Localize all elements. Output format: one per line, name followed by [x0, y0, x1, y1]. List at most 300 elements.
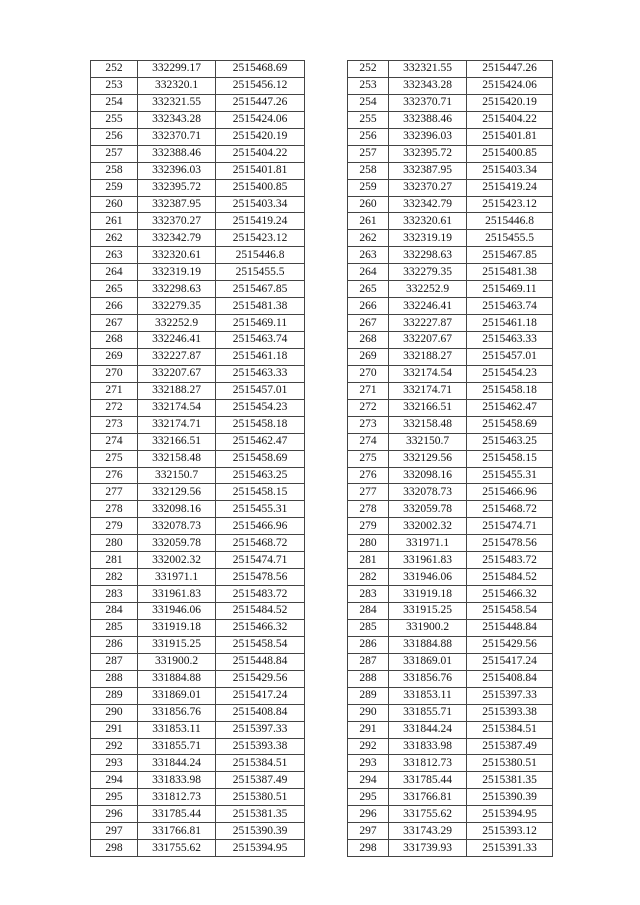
y-coordinate-cell: 2515447.26 [216, 94, 305, 111]
point-number-cell: 295 [348, 789, 389, 806]
x-coordinate-cell: 331812.73 [138, 789, 216, 806]
x-coordinate-cell: 332342.79 [138, 230, 216, 247]
point-number-cell: 265 [91, 281, 138, 298]
point-number-cell: 269 [348, 348, 389, 365]
table-row [91, 552, 305, 569]
table-row [91, 636, 305, 653]
y-coordinate-cell: 2515401.81 [216, 162, 305, 179]
y-coordinate-cell: 2515393.12 [467, 823, 553, 840]
table-row [348, 179, 553, 196]
point-number-cell: 272 [348, 399, 389, 416]
y-coordinate-cell: 2515390.39 [216, 823, 305, 840]
x-coordinate-cell: 332059.78 [389, 501, 467, 518]
point-number-cell: 283 [348, 586, 389, 603]
y-coordinate-cell: 2515390.39 [467, 789, 553, 806]
y-coordinate-cell: 2515458.18 [216, 416, 305, 433]
y-coordinate-cell: 2515446.8 [216, 247, 305, 264]
table-row [348, 704, 553, 721]
x-coordinate-cell: 332174.54 [389, 365, 467, 382]
point-number-cell: 285 [91, 619, 138, 636]
x-coordinate-cell: 332387.95 [138, 196, 216, 213]
table-row [348, 365, 553, 382]
point-number-cell: 264 [91, 264, 138, 281]
y-coordinate-cell: 2515394.95 [467, 806, 553, 823]
y-coordinate-cell: 2515397.33 [467, 687, 553, 704]
y-coordinate-cell: 2515478.56 [467, 535, 553, 552]
y-coordinate-cell: 2515468.72 [467, 501, 553, 518]
table-row [348, 281, 553, 298]
y-coordinate-cell: 2515403.34 [467, 162, 553, 179]
x-coordinate-cell: 332370.71 [138, 128, 216, 145]
point-number-cell: 298 [91, 840, 138, 857]
point-number-cell: 289 [91, 687, 138, 704]
y-coordinate-cell: 2515457.01 [216, 382, 305, 399]
y-coordinate-cell: 2515468.69 [216, 61, 305, 78]
y-coordinate-cell: 2515461.18 [216, 348, 305, 365]
table-row [348, 721, 553, 738]
y-coordinate-cell: 2515469.11 [216, 315, 305, 332]
x-coordinate-cell: 332396.03 [389, 128, 467, 145]
point-number-cell: 263 [91, 247, 138, 264]
y-coordinate-cell: 2515423.12 [216, 230, 305, 247]
y-coordinate-cell: 2515384.51 [216, 755, 305, 772]
x-coordinate-cell: 332395.72 [138, 179, 216, 196]
point-number-cell: 290 [91, 704, 138, 721]
table-row [91, 111, 305, 128]
table-row [348, 501, 553, 518]
table-row [91, 467, 305, 484]
y-coordinate-cell: 2515463.33 [467, 332, 553, 349]
y-coordinate-cell: 2515417.24 [216, 687, 305, 704]
x-coordinate-cell: 332279.35 [138, 298, 216, 315]
y-coordinate-cell: 2515420.19 [467, 94, 553, 111]
table-row [348, 213, 553, 230]
y-coordinate-cell: 2515381.35 [216, 806, 305, 823]
table-row [348, 230, 553, 247]
x-coordinate-cell: 332320.61 [389, 213, 467, 230]
point-number-cell: 276 [91, 467, 138, 484]
x-coordinate-cell: 332319.19 [389, 230, 467, 247]
table-row [348, 484, 553, 501]
y-coordinate-cell: 2515458.54 [216, 636, 305, 653]
point-number-cell: 255 [91, 111, 138, 128]
table-row [348, 196, 553, 213]
y-coordinate-cell: 2515483.72 [467, 552, 553, 569]
table-row [91, 823, 305, 840]
point-number-cell: 284 [348, 603, 389, 620]
x-coordinate-cell: 331755.62 [389, 806, 467, 823]
y-coordinate-cell: 2515387.49 [216, 772, 305, 789]
x-coordinate-cell: 332342.79 [389, 196, 467, 213]
y-coordinate-cell: 2515466.32 [467, 586, 553, 603]
x-coordinate-cell: 331884.88 [138, 670, 216, 687]
x-coordinate-cell: 332370.27 [389, 179, 467, 196]
point-number-cell: 257 [348, 145, 389, 162]
point-number-cell: 252 [91, 61, 138, 78]
x-coordinate-cell: 332299.17 [138, 61, 216, 78]
x-coordinate-cell: 332370.27 [138, 213, 216, 230]
table-row [348, 619, 553, 636]
y-coordinate-cell: 2515466.32 [216, 619, 305, 636]
y-coordinate-cell: 2515404.22 [467, 111, 553, 128]
x-coordinate-cell: 332129.56 [138, 484, 216, 501]
y-coordinate-cell: 2515448.84 [216, 653, 305, 670]
table-row [348, 789, 553, 806]
x-coordinate-cell: 331919.18 [138, 619, 216, 636]
table-row [91, 382, 305, 399]
point-number-cell: 297 [91, 823, 138, 840]
x-coordinate-cell: 332002.32 [138, 552, 216, 569]
point-number-cell: 256 [348, 128, 389, 145]
table-row [91, 162, 305, 179]
point-number-cell: 294 [348, 772, 389, 789]
x-coordinate-cell: 331900.2 [138, 653, 216, 670]
x-coordinate-cell: 332319.19 [138, 264, 216, 281]
point-number-cell: 255 [348, 111, 389, 128]
x-coordinate-cell: 331785.44 [138, 806, 216, 823]
point-number-cell: 286 [91, 636, 138, 653]
x-coordinate-cell: 332207.67 [138, 365, 216, 382]
x-coordinate-cell: 332002.32 [389, 518, 467, 535]
table-row [91, 365, 305, 382]
table-row [348, 298, 553, 315]
point-number-cell: 254 [91, 94, 138, 111]
point-number-cell: 252 [348, 61, 389, 78]
point-number-cell: 293 [348, 755, 389, 772]
y-coordinate-cell: 2515462.47 [216, 433, 305, 450]
point-number-cell: 292 [91, 738, 138, 755]
point-number-cell: 291 [348, 721, 389, 738]
table-row [91, 450, 305, 467]
y-coordinate-cell: 2515461.18 [467, 315, 553, 332]
y-coordinate-cell: 2515455.5 [216, 264, 305, 281]
table-row [348, 552, 553, 569]
table-row [348, 145, 553, 162]
y-coordinate-cell: 2515462.47 [467, 399, 553, 416]
point-number-cell: 289 [348, 687, 389, 704]
table-row [91, 433, 305, 450]
x-coordinate-cell: 331833.98 [389, 738, 467, 755]
y-coordinate-cell: 2515481.38 [216, 298, 305, 315]
table-row [91, 755, 305, 772]
x-coordinate-cell: 331869.01 [138, 687, 216, 704]
table-row [348, 653, 553, 670]
x-coordinate-cell: 332174.71 [138, 416, 216, 433]
table-row [348, 467, 553, 484]
y-coordinate-cell: 2515455.5 [467, 230, 553, 247]
point-number-cell: 270 [91, 365, 138, 382]
y-coordinate-cell: 2515474.71 [216, 552, 305, 569]
table-row [91, 348, 305, 365]
x-coordinate-cell: 332388.46 [138, 145, 216, 162]
y-coordinate-cell: 2515380.51 [467, 755, 553, 772]
y-coordinate-cell: 2515458.69 [216, 450, 305, 467]
table-row [91, 298, 305, 315]
coordinate-table-left-body [91, 61, 305, 857]
y-coordinate-cell: 2515400.85 [467, 145, 553, 162]
x-coordinate-cell: 332298.63 [138, 281, 216, 298]
table-row [348, 247, 553, 264]
x-coordinate-cell: 332078.73 [389, 484, 467, 501]
x-coordinate-cell: 331785.44 [389, 772, 467, 789]
x-coordinate-cell: 332370.71 [389, 94, 467, 111]
y-coordinate-cell: 2515424.06 [216, 111, 305, 128]
table-row [91, 806, 305, 823]
table-row [91, 619, 305, 636]
point-number-cell: 271 [348, 382, 389, 399]
point-number-cell: 260 [91, 196, 138, 213]
point-number-cell: 294 [91, 772, 138, 789]
x-coordinate-cell: 331915.25 [138, 636, 216, 653]
y-coordinate-cell: 2515467.85 [467, 247, 553, 264]
x-coordinate-cell: 332395.72 [389, 145, 467, 162]
x-coordinate-cell: 332252.9 [138, 315, 216, 332]
point-number-cell: 273 [348, 416, 389, 433]
x-coordinate-cell: 331884.88 [389, 636, 467, 653]
point-number-cell: 267 [348, 315, 389, 332]
point-number-cell: 285 [348, 619, 389, 636]
table-row [91, 518, 305, 535]
y-coordinate-cell: 2515455.31 [216, 501, 305, 518]
x-coordinate-cell: 332188.27 [138, 382, 216, 399]
y-coordinate-cell: 2515419.24 [467, 179, 553, 196]
y-coordinate-cell: 2515401.81 [467, 128, 553, 145]
point-number-cell: 292 [348, 738, 389, 755]
table-row [348, 332, 553, 349]
point-number-cell: 284 [91, 603, 138, 620]
x-coordinate-cell: 331855.71 [389, 704, 467, 721]
point-number-cell: 296 [91, 806, 138, 823]
coordinate-table-left [90, 60, 305, 857]
table-row [91, 196, 305, 213]
table-row [348, 162, 553, 179]
point-number-cell: 262 [348, 230, 389, 247]
point-number-cell: 264 [348, 264, 389, 281]
y-coordinate-cell: 2515463.74 [467, 298, 553, 315]
x-coordinate-cell: 332174.54 [138, 399, 216, 416]
x-coordinate-cell: 332078.73 [138, 518, 216, 535]
y-coordinate-cell: 2515484.52 [467, 569, 553, 586]
point-number-cell: 261 [91, 213, 138, 230]
point-number-cell: 279 [348, 518, 389, 535]
y-coordinate-cell: 2515381.35 [467, 772, 553, 789]
x-coordinate-cell: 331961.83 [389, 552, 467, 569]
x-coordinate-cell: 332320.61 [138, 247, 216, 264]
y-coordinate-cell: 2515393.38 [467, 704, 553, 721]
table-row [91, 704, 305, 721]
x-coordinate-cell: 332388.46 [389, 111, 467, 128]
table-row [348, 348, 553, 365]
point-number-cell: 266 [91, 298, 138, 315]
point-number-cell: 272 [91, 399, 138, 416]
point-number-cell: 288 [91, 670, 138, 687]
x-coordinate-cell: 332158.48 [389, 416, 467, 433]
point-number-cell: 258 [348, 162, 389, 179]
y-coordinate-cell: 2515446.8 [467, 213, 553, 230]
point-number-cell: 274 [91, 433, 138, 450]
x-coordinate-cell: 331900.2 [389, 619, 467, 636]
x-coordinate-cell: 332150.7 [138, 467, 216, 484]
point-number-cell: 277 [348, 484, 389, 501]
table-row [348, 738, 553, 755]
x-coordinate-cell: 331869.01 [389, 653, 467, 670]
point-number-cell: 268 [91, 332, 138, 349]
x-coordinate-cell: 332098.16 [138, 501, 216, 518]
x-coordinate-cell: 332166.51 [389, 399, 467, 416]
table-row [91, 789, 305, 806]
y-coordinate-cell: 2515463.25 [216, 467, 305, 484]
table-row [91, 484, 305, 501]
y-coordinate-cell: 2515463.25 [467, 433, 553, 450]
point-number-cell: 282 [91, 569, 138, 586]
table-row [348, 433, 553, 450]
table-row [91, 179, 305, 196]
table-row [91, 535, 305, 552]
point-number-cell: 298 [348, 840, 389, 857]
y-coordinate-cell: 2515458.69 [467, 416, 553, 433]
point-number-cell: 258 [91, 162, 138, 179]
y-coordinate-cell: 2515463.74 [216, 332, 305, 349]
y-coordinate-cell: 2515478.56 [216, 569, 305, 586]
point-number-cell: 282 [348, 569, 389, 586]
y-coordinate-cell: 2515429.56 [467, 636, 553, 653]
point-number-cell: 287 [348, 653, 389, 670]
x-coordinate-cell: 332343.28 [389, 77, 467, 94]
x-coordinate-cell: 331855.71 [138, 738, 216, 755]
x-coordinate-cell: 331856.76 [138, 704, 216, 721]
y-coordinate-cell: 2515429.56 [216, 670, 305, 687]
point-number-cell: 259 [348, 179, 389, 196]
point-number-cell: 268 [348, 332, 389, 349]
table-row [348, 450, 553, 467]
table-row [348, 823, 553, 840]
y-coordinate-cell: 2515483.72 [216, 586, 305, 603]
y-coordinate-cell: 2515458.54 [467, 603, 553, 620]
table-row [91, 230, 305, 247]
x-coordinate-cell: 331812.73 [389, 755, 467, 772]
y-coordinate-cell: 2515454.23 [216, 399, 305, 416]
y-coordinate-cell: 2515384.51 [467, 721, 553, 738]
point-number-cell: 281 [348, 552, 389, 569]
point-number-cell: 262 [91, 230, 138, 247]
y-coordinate-cell: 2515474.71 [467, 518, 553, 535]
y-coordinate-cell: 2515408.84 [216, 704, 305, 721]
point-number-cell: 290 [348, 704, 389, 721]
table-row [91, 213, 305, 230]
x-coordinate-cell: 331844.24 [138, 755, 216, 772]
y-coordinate-cell: 2515481.38 [467, 264, 553, 281]
x-coordinate-cell: 332343.28 [138, 111, 216, 128]
x-coordinate-cell: 332150.7 [389, 433, 467, 450]
y-coordinate-cell: 2515424.06 [467, 77, 553, 94]
x-coordinate-cell: 331971.1 [389, 535, 467, 552]
point-number-cell: 256 [91, 128, 138, 145]
x-coordinate-cell: 332298.63 [389, 247, 467, 264]
table-row [91, 586, 305, 603]
x-coordinate-cell: 331919.18 [389, 586, 467, 603]
y-coordinate-cell: 2515391.33 [467, 840, 553, 857]
table-row [348, 61, 553, 78]
table-row [348, 111, 553, 128]
table-row [91, 501, 305, 518]
y-coordinate-cell: 2515456.12 [216, 77, 305, 94]
y-coordinate-cell: 2515408.84 [467, 670, 553, 687]
x-coordinate-cell: 331856.76 [389, 670, 467, 687]
y-coordinate-cell: 2515458.18 [467, 382, 553, 399]
x-coordinate-cell: 331755.62 [138, 840, 216, 857]
y-coordinate-cell: 2515403.34 [216, 196, 305, 213]
table-row [348, 416, 553, 433]
x-coordinate-cell: 332279.35 [389, 264, 467, 281]
table-row [91, 840, 305, 857]
x-coordinate-cell: 332059.78 [138, 535, 216, 552]
point-number-cell: 266 [348, 298, 389, 315]
point-number-cell: 278 [91, 501, 138, 518]
point-number-cell: 276 [348, 467, 389, 484]
y-coordinate-cell: 2515467.85 [216, 281, 305, 298]
table-row [348, 806, 553, 823]
table-row [348, 755, 553, 772]
y-coordinate-cell: 2515448.84 [467, 619, 553, 636]
y-coordinate-cell: 2515463.33 [216, 365, 305, 382]
x-coordinate-cell: 331946.06 [138, 603, 216, 620]
table-row [91, 77, 305, 94]
point-number-cell: 253 [348, 77, 389, 94]
point-number-cell: 254 [348, 94, 389, 111]
y-coordinate-cell: 2515387.49 [467, 738, 553, 755]
x-coordinate-cell: 331946.06 [389, 569, 467, 586]
x-coordinate-cell: 331766.81 [389, 789, 467, 806]
point-number-cell: 286 [348, 636, 389, 653]
point-number-cell: 287 [91, 653, 138, 670]
table-row [348, 128, 553, 145]
x-coordinate-cell: 331766.81 [138, 823, 216, 840]
table-row [348, 772, 553, 789]
x-coordinate-cell: 332166.51 [138, 433, 216, 450]
point-number-cell: 293 [91, 755, 138, 772]
x-coordinate-cell: 331833.98 [138, 772, 216, 789]
x-coordinate-cell: 331915.25 [389, 603, 467, 620]
x-coordinate-cell: 332129.56 [389, 450, 467, 467]
point-number-cell: 273 [91, 416, 138, 433]
x-coordinate-cell: 332246.41 [138, 332, 216, 349]
point-number-cell: 275 [348, 450, 389, 467]
table-row [91, 94, 305, 111]
point-number-cell: 269 [91, 348, 138, 365]
point-number-cell: 259 [91, 179, 138, 196]
x-coordinate-cell: 332396.03 [138, 162, 216, 179]
y-coordinate-cell: 2515468.72 [216, 535, 305, 552]
table-row [91, 247, 305, 264]
point-number-cell: 291 [91, 721, 138, 738]
y-coordinate-cell: 2515420.19 [216, 128, 305, 145]
point-number-cell: 279 [91, 518, 138, 535]
table-row [91, 569, 305, 586]
table-row [91, 653, 305, 670]
table-row [91, 416, 305, 433]
table-row [348, 315, 553, 332]
y-coordinate-cell: 2515484.52 [216, 603, 305, 620]
point-number-cell: 275 [91, 450, 138, 467]
table-row [348, 687, 553, 704]
point-number-cell: 296 [348, 806, 389, 823]
table-row [348, 399, 553, 416]
table-row [91, 264, 305, 281]
table-row [91, 332, 305, 349]
y-coordinate-cell: 2515454.23 [467, 365, 553, 382]
x-coordinate-cell: 331961.83 [138, 586, 216, 603]
x-coordinate-cell: 332188.27 [389, 348, 467, 365]
